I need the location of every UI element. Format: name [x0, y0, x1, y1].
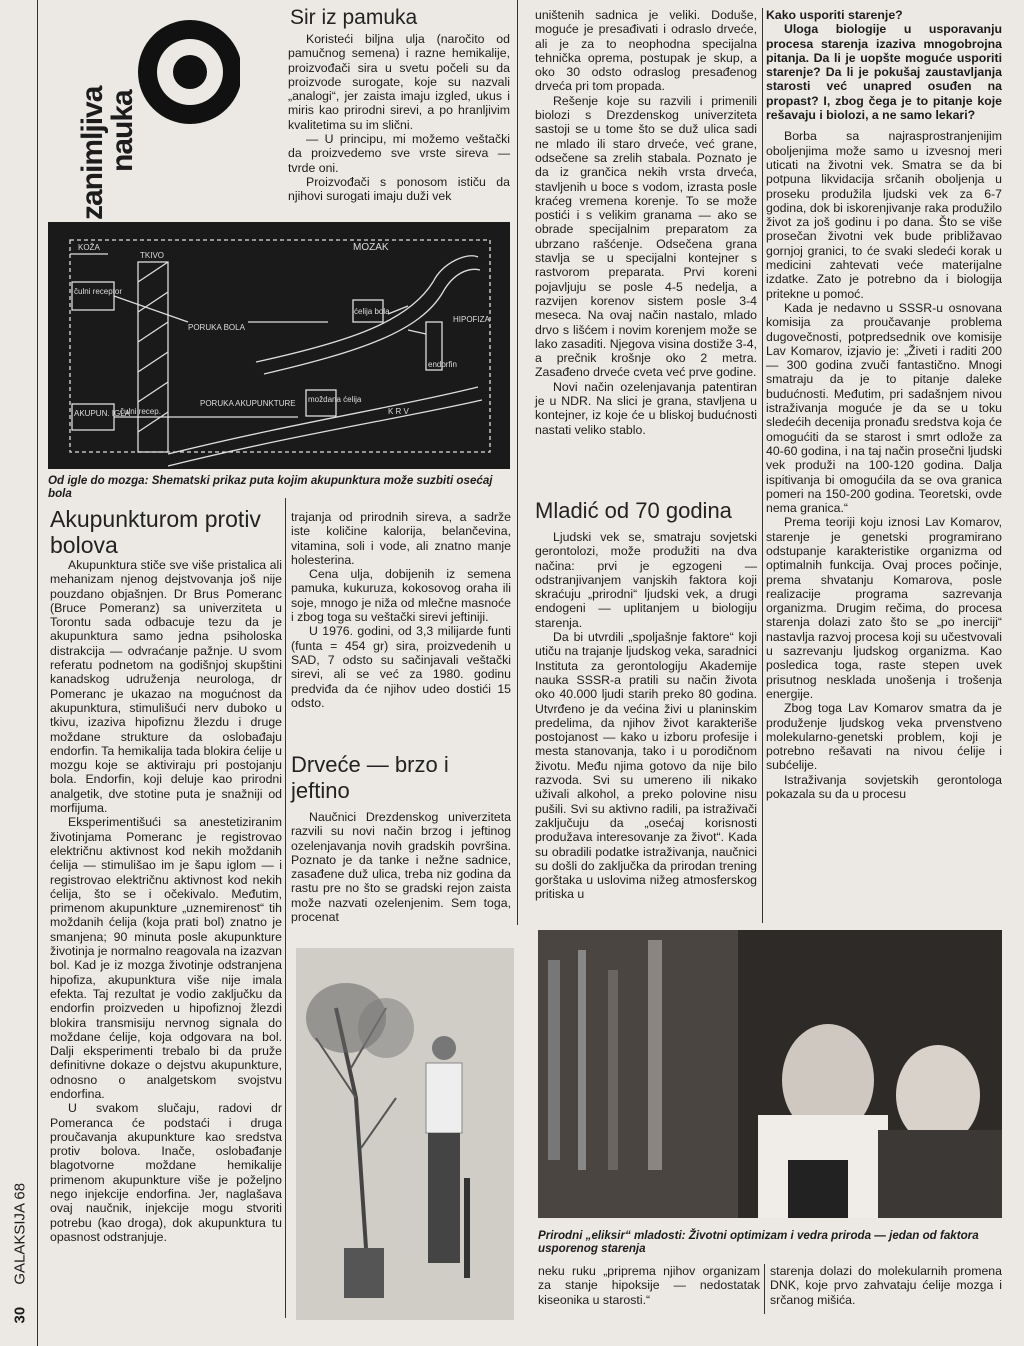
margin-rule — [37, 0, 38, 1346]
label-receptor: čulni receptor — [74, 287, 123, 296]
paragraph: Uloga biologije u usporavanju procesa starenja izaziva mnogobrojna pitanja. Da li je uopšte moguće usporiti starenje? Da li je pokušaj zaustavljanja starosti već unapred osuđen na propast? I, zbog čega je to pitanje koje rešavaju i biolozi, a ne samo lekari? — [766, 22, 1002, 123]
elderly-couple-photo — [538, 930, 1002, 1218]
article-longevity-body — [535, 530, 757, 902]
article-longevity-bottom-right — [770, 1264, 1002, 1307]
paragraph: Borba sa najrasprostranjenijim oboljenjima može samo u izvesnoj meri uticati na životni vek. Smatra se da bi potpuna likvidacija srčanih oboljenja u proseku produžila ljudski vek za 6-7 godina, dok bi iskorenjivanje raka produžilo život za još godinu i po dana. Što se više prosečan životni vek bude približavao gornjoj granici, to će svaki sledeći korak u medicini zahtevati veće materijalne izdatke. Zato je potrebno da i biologija pritekne u pomoć. — [766, 129, 1002, 301]
paragraph: Rešenje koje su razvili i primenili biolozi s Drezdenskog univerziteta sastoji se u tome što se duž ulica sadi ne mlado ili staro drveće, već grane, odsečene sa zrelih stabala. Poznato je da iz grančica nekih vrsta drveća, stavljenih u boce s vodom, izrasta posle kraćeg vremena korenje. To se može postići i s velikim granama — ako se obrade specijalnim preparatom za ubrzano rašćenje. Odsečena grana stavlja se u specijalni kontejner s rastvorom preparata. Prvi koreni pojavljuju se posle 4-5 nedelja, a razvijen korenov sistem posle 3-4 meseca. Na ovaj način nastalo, mlado drvo s lišćem i novim korenjem može se lako zasaditi. Njegova visina dostiže 3-4, a prečnik krošnje oko 2 metra. Zasađeno drveće cveta već prve godine. — [535, 93, 757, 380]
paragraph: Naučnici Drezdenskog univerziteta razvili su novi način brzog i jeftinog ozelenjavanja novih gradskih površina. Poznato je da tanke i nežne sadnice, zasađene duž ulica, treba niz godina da rastu pre no što se gradski rejon zaista može nazvati ozelenjenim. Sem toga, procenat — [291, 810, 511, 925]
paragraph: Akupunktura stiče sve više pristalica ali mehanizam njenog dejstvovanja još nije pouzdano objašnjen. Dr Brus Pomeranc (Bruce Pomeranz) sa univerziteta u Torontu sada odbacuje tezu da je akupunktura samo jedna psiholoska distrakcija — odvraćanje pažnje. U svom referatu podnetom na godišnjoj skupštini kanadskog udruženja neurologa, dr Pomeranc je ukazao na mogućnost da akupunktura, stimulišući nerv duboko u tkivu, izaziva hipofiznu žlezdu i druge moždane strukture da oslobađaju endorfin. Ta hemikalija tada blokira ćelije u mozgu koje se aktiviraju pri postojanju bola. Endorfin, koji deluje kao prirodni analgetik, dve stotine puta je snažniji od morfijuma. — [50, 558, 282, 816]
page-number: 30 — [11, 1306, 29, 1324]
paragraph: Da bi utvrdili „spoljašnje faktore“ koji utiču na trajanje ljudskog veka, saradnici Instituta za gerontologiju Akademije nauka SSSR-a pratili su način života oko 40.000 ljudi starih preko 80 godina. Utvrđeno je da većina živi u planinskim predelima, da njihov život karakteriše postojanost — kako u izboru profesije i mesta stanovanja, tako i u porodičnom životu. Među njima gotovo da nije bilo razvoda. Svi su umereno ili nikako uživali alkohol, a preko polovine nisu pušili. Svi su aktivno radili, pa istraživači zaključuju da „osećaj korisnosti produžava interesovanje za život“. Kada su obradili podatke istraživanja, naučnici su došli do zaključka da prirodan trening gorštaka u uslovima nižeg atmosferskog pritiska u — [535, 630, 757, 902]
folio — [0, 1100, 36, 1340]
article-title-acupuncture: Akupunkturom protiv bolova — [50, 506, 261, 558]
paragraph: trajanja od prirodnih sireva, a sadrže iste količine kalorija, belančevina, vitamina, soli i vode, ali znatno manje holesterina. — [291, 510, 511, 567]
label-tissue: TKIVO — [140, 251, 165, 260]
paragraph: starenja dolazi do molekularnih promena DNK, koje prvo zahvataju ćelije mozga i srčanog mišića. — [770, 1264, 1002, 1307]
acupuncture-diagram — [48, 222, 510, 469]
article-longevity-body-col4 — [766, 8, 1002, 801]
label-pituitary: HIPOFIZA — [453, 315, 490, 324]
diagram-svg — [48, 222, 510, 469]
photo-caption: Prirodni „eliksir“ mladosti: Životni optimizam i vedra priroda — jedan od faktora usporenog starenja — [538, 1229, 979, 1255]
article-longevity-bottom-left — [538, 1264, 760, 1307]
article-title-trees: Drveće — brzo i jeftino — [291, 752, 449, 803]
label-brain: MOZAK — [353, 242, 389, 253]
paragraph: Novi način ozelenjavanja patentiran je u NDR. Na slici je grana, stavljena u kontejner, iz koje će u bliskoj budućnosti nastati veliko stablo. — [535, 379, 757, 437]
article-cheese-body-bottom — [291, 510, 511, 710]
article-acupuncture-body — [50, 558, 282, 1244]
paragraph: Eksperimentišući sa anestetiziranim životinjama Pomeranc je registrovao električnu aktivnost kod nekih moždanih ćelija — stimulišao im je šapu iglom — i registrovao električnu aktivnost kod nekih ćelija, što se i očekivalo. Međutim, primenom akupunkture „uznemirenost“ tih moždanih ćelija (koja prati bol) znatno je smanjena; 90 minuta posle akupunkture životinja je normalno reagovala na izazvan bol. Kad je iz mozga životinje odstranjena hipofiza, akupunktura više nije imala efekta. Taj rezultat je vodio zaključku da endorfin proizveden u hipofiznoj žlezdi blokira transmisiju nervnog signala do moždane ćelije, koja odgovara na bol. Dalji eksperimenti trebalo bi da pruže definitivne dokaze o dejstvu akupunkture, odnosno o analgetskom svojstvu endorfina. — [50, 815, 282, 1101]
paragraph: Zbog toga Lav Komarov smatra da je produženje ljudskog veka prvenstveno molekularno-genetski problem, koji je potrebno rešavati na nivou ćelije i subćelije. — [766, 701, 1002, 773]
label-brain-cell: moždana ćelija — [308, 395, 362, 404]
label-blood: K R V — [388, 407, 409, 416]
article-title-cheese: Sir iz pamuka — [290, 6, 418, 29]
paragraph: Cena ulja, dobijenih iz semena pamuka, kukuruza, kokosovog oraha ili soje, mnogo je niža od mlečne masnoće i zbog toga su veštački sirevi jeftiniji. — [291, 567, 511, 625]
article-cheese-body-top — [288, 32, 510, 204]
label-needle: AKUPUN. IGLA — [74, 409, 131, 418]
label-receptor-2: čulni recep. — [120, 407, 161, 416]
paragraph: uništenih sadnica je veliki. Doduše, moguće je presađivati i odraslo drveće, ali je za to neophodna specijalna tehnička oprema, postupak je skup, a oko 30 odsto odraslog presađenog drveća pri tom propada. — [535, 8, 757, 94]
column-rule — [285, 498, 286, 1318]
paragraph: Istraživanja sovjetskih gerontologa pokazala su da u procesu — [766, 772, 1002, 802]
label-pain-message: PORUKA BOLA — [188, 323, 245, 332]
diagram-caption: Od igle do mozga: Shematski prikaz puta kojim akupunktura može suzbiti osećaj bola — [48, 474, 493, 500]
paragraph: Ljudski vek se, smatraju sovjetski gerontolozi, može produžiti na dva načina: prvi je egzogeni — odstranjivanjem vanjskih faktora koji skraćuju „prirodni“ ljudski vek, a drugi endogeni — uplitanjem u biologiju starenja. — [535, 530, 757, 630]
logo-graphic — [40, 8, 240, 208]
magazine-name: GALAKSIJA 68 — [11, 1182, 29, 1285]
column-rule — [517, 0, 518, 925]
subheading: Kako usporiti starenje? — [766, 8, 903, 22]
column-rule — [764, 1264, 765, 1314]
tree-photo — [296, 948, 514, 1320]
label-skin: KOŽA — [78, 243, 100, 252]
paragraph: Prema teoriji koju iznosi Lav Komarov, starenje je genetski programirano odstupanje karakteristike organizma od optimalnih funkcija. Ovaj proces počinje, prema shvatanju Komarova, posle realizacije programa sazrevanja organizma. Drugim rečima, do procesa starenja dolazi zato što se „po inerciji“ nastavlja razvoj procesa koji su učestvovali u sazrevanju ljudskog organizma. Kao posledica toga, raste stepen uvek prisutnog nesklada unošenja i trošenja energije. — [766, 515, 1002, 701]
paragraph: U svakom slučaju, radovi dr Pomeranca će podstaći i druga proučavanja akupunkture kao sredstva protiv bolova. Inače, oslobađanje blagotvorne moždane hemikalije primenom akupunkture više je poželjno nego injekcije endorfina. Jer, naglašava ovaj naučnik, injekcije mogu stvoriti potrebu (kao droga), dok akupunktura tu opasnost odstranjuje. — [50, 1101, 282, 1244]
label-acupuncture-message: PORUKA AKUPUNKTURE — [200, 399, 296, 408]
paragraph: Kada je nedavno u SSSR-u osnovana komisija za proučavanje problema dugovečnosti, potpredsednik ove komisije Lav Komarov, izjavio je: „Živeti i raditi 200 — 300 godina zvuči fantastično. Mnogi smatraju da je to pitanje daleke budućnosti. Međutim, pri sadašnjem nivou istraživanja moguće je da se u toku sledećih decenija pronađu sredstva koja će omogućiti da se starost i smrt odlože za 40-60 godina, i na taj način prosečni ljudski vek produži na 100-120 godina. Dalja ispitivanja bi omogućila da se ova granica pomeri na 150-200 godina. Teoretski, ovde nema granica.“ — [766, 300, 1002, 516]
label-endorphin: endorfin — [428, 360, 457, 369]
label-pain-cell: ćelija bola — [354, 307, 390, 316]
article-trees-body-continued — [535, 8, 757, 437]
article-trees-body — [291, 810, 511, 924]
paragraph: Proizvođači s ponosom ističu da njihovi surogati imaju duži vek — [288, 174, 510, 204]
paragraph: neku ruku „priprema njihov organizam za stanje hipoksije — nedostatak kiseonika u starosti.“ — [538, 1264, 760, 1307]
paragraph: U 1976. godini, od 3,3 milijarde funti (funta = 454 gr) sira, proizvedenih u SAD, 7 odsto su sačinjavali veštački sirevi, ali se već za 1980. godinu predviđa da će njihov udeo dostići 15 odsto. — [291, 624, 511, 710]
paragraph: — U principu, mi možemo veštački da proizvedemo sve vrste sireva — tvrde oni. — [288, 132, 510, 175]
section-logo — [40, 8, 240, 220]
logo-word-1: zanimljiva — [76, 86, 109, 220]
paragraph: Koristeći biljna ulja (naročito od pamučnog semena) i razne hemikalije, proizvođači sira u svetu počeli su da proizvode surogate, koje su nazvali „analogi“, jer zaista imaju izgled, ukus i miris kao prirodni sirevi, a po hranljivim kvalitetima su im slični. — [288, 32, 510, 132]
column-rule — [762, 8, 763, 923]
logo-word-2: nauka — [106, 90, 139, 172]
article-title-longevity: Mladić od 70 godina — [535, 498, 732, 523]
